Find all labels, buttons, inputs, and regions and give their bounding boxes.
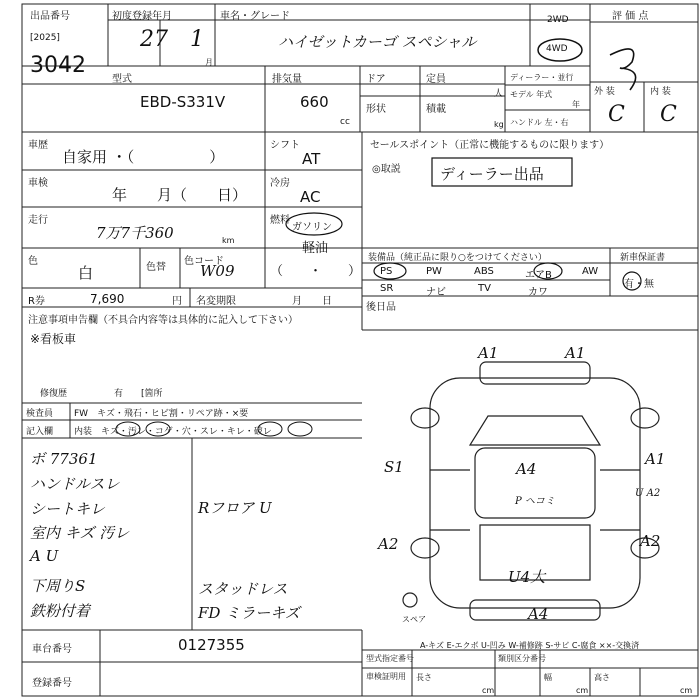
first-reg-label: 初度登録年月 (112, 11, 172, 22)
remark-4: 室内 キズ 汚レ (30, 524, 130, 542)
remark-6: 下周りS (30, 577, 86, 595)
exterior-label: 外 装 (594, 87, 615, 97)
color-code-label: 色コード (184, 256, 224, 267)
warranty-label: 新車保証書 (620, 253, 666, 263)
mark-8: A2 (378, 535, 399, 553)
model-name: ハイゼットカーゴ スペシャル (278, 33, 477, 51)
equip-airbag: エアB (525, 270, 552, 281)
fuel-gasoline: ガソリン (292, 222, 332, 233)
repair-value: 有 [箇所 (114, 389, 163, 399)
model-year-unit: 年 (572, 100, 580, 109)
first-reg-month-unit: 月 (205, 58, 213, 67)
shape-label: 形状 (366, 104, 386, 115)
fuel-diesel: 軽油 (302, 241, 329, 256)
model-code-label: 型式 (112, 74, 132, 85)
model-code: EBD-S331V (140, 93, 226, 111)
mark-10: U4大 (508, 568, 546, 586)
reg-no-label: 登録番号 (32, 678, 72, 689)
recycle-value: 7,690 (90, 292, 125, 306)
equip-ps: PS (380, 266, 393, 277)
mark-5: A1 (645, 450, 666, 468)
repair-label: 修復歴 (40, 389, 68, 399)
ac-label: 冷房 (270, 178, 290, 189)
mark-3: S1 (384, 458, 404, 476)
load-label: 積載 (426, 104, 446, 115)
remark-5: A U (30, 547, 59, 565)
remark-7: 鉄粉付着 (30, 602, 91, 620)
chassis-value: 0127355 (178, 636, 245, 654)
spare-label: スペア (402, 615, 426, 624)
fw-row: FW キズ・飛石・ヒビ割・リペア跡・×要 (74, 409, 249, 419)
color-change-label: 色替 (146, 262, 166, 273)
displacement-unit: cc (340, 117, 350, 127)
fuel-label: 燃料 (270, 215, 290, 226)
mileage-label: 走行 (28, 215, 48, 226)
inspection-label: 車検 (28, 178, 48, 189)
mark-6: U A2 (635, 488, 661, 499)
recycle-unit: 円 (172, 296, 182, 307)
car-cert-label: 車検証明用 (366, 672, 406, 681)
displacement: 660 (300, 93, 329, 111)
model-year-label: モデル 年式 (510, 90, 553, 99)
interior-label: 内 装 (650, 87, 671, 97)
width-unit: cm (576, 686, 589, 695)
mark-11: A4 (528, 605, 549, 623)
mark-2: A1 (565, 344, 586, 362)
mileage-unit: km (222, 236, 235, 245)
height-label: 高さ (594, 673, 610, 682)
length-label: 長さ (416, 673, 432, 682)
equip-leather: カワ (528, 287, 548, 298)
remark-right-1: Rフロア U (198, 499, 272, 517)
fuel-other: （ ・ ） (270, 264, 362, 279)
inspection-value: 年 月（ 日） (112, 186, 248, 204)
equipment-label: 装備品（純正品に限り○をつけてください） (368, 253, 547, 263)
remark-right-3: FD ミラーキズ (198, 604, 300, 622)
height-unit: cm (680, 686, 693, 695)
lot-no-label: 出品番号 (30, 11, 70, 22)
sales-point-label: セールスポイント（正常に機能するものに限ります） (370, 140, 610, 151)
equip-tv: TV (478, 283, 491, 294)
attachment-label: 後日品 (366, 302, 396, 313)
mark-9: A2 (640, 532, 661, 550)
equip-sr: SR (380, 283, 394, 294)
load-unit: kg (494, 120, 504, 129)
equip-pw: PW (426, 266, 442, 277)
length-unit: cm (482, 686, 495, 695)
color-value: 白 (78, 264, 94, 282)
notes-value: ※看板車 (30, 332, 77, 346)
shift-value: AT (302, 150, 321, 168)
name-change-label: 名変期限 (196, 296, 236, 307)
class-label: 類別区分番号 (498, 654, 546, 663)
ac-value: AC (300, 188, 321, 206)
lot-no: 3042 (30, 53, 86, 78)
notes-label: 注意事項申告欄（不具合内容等は具体的に記入して下さい） (28, 315, 298, 326)
equip-aw: AW (582, 266, 599, 277)
capacity-unit: 人 (494, 89, 504, 99)
history-label: 車歴 (28, 140, 48, 151)
history-value: 自家用 ・（ ） (62, 148, 225, 166)
capacity-label: 定員 (426, 74, 446, 85)
name-change-value: 月 日 (292, 296, 332, 307)
dealer-label: ディーラー・並行 (510, 73, 574, 82)
drive-4wd: 4WD (546, 44, 568, 54)
mark-7: P ヘコミ (515, 496, 555, 507)
color-label: 色 (28, 256, 38, 267)
handle-label: ハンドル 左・右 (510, 118, 569, 127)
exterior-value: C (608, 102, 625, 127)
lot-no-sub: [2025] (30, 33, 60, 43)
equip-navi: ナビ (426, 287, 446, 298)
score-label: 評 価 点 (612, 11, 649, 22)
mark-1: A1 (478, 344, 499, 362)
damage-legend: A-キズ E-エクボ U-凹み W-補修跡 S-サビ C-腐食 ××-交換済 (420, 641, 640, 650)
first-reg-month: 1 (190, 27, 204, 52)
remark-1: ボ 77361 (30, 450, 98, 468)
equip-abs: ABS (474, 266, 494, 277)
model-cert-label: 型式指定番号 (366, 654, 414, 663)
manual-label: ◎取説 (372, 164, 401, 175)
interior-row: 内装 キズ・汚レ・コゲ・穴・スレ・キレ・破レ (74, 427, 272, 437)
recycle-label: R券 (28, 296, 45, 307)
dealer-stamp: ディーラー出品 (440, 165, 544, 183)
record-label: 記入欄 (26, 427, 54, 437)
mileage-value: 7万7千360 (96, 224, 174, 242)
displacement-label: 排気量 (272, 74, 302, 85)
inspector-label: 検査員 (26, 409, 54, 419)
drive-2wd: 2WD (547, 15, 569, 25)
color-code: W09 (200, 262, 235, 280)
mark-4: A4 (516, 460, 537, 478)
remark-3: シートキレ (30, 500, 105, 518)
warranty-value: 有・無 (624, 279, 654, 290)
remark-2: ハンドルスレ (30, 475, 120, 493)
remark-right-2: スタッドレス (198, 580, 288, 598)
first-reg-year: 27 (140, 27, 168, 52)
shift-label: シフト (270, 140, 300, 151)
chassis-label: 車台番号 (32, 644, 72, 655)
doors-label: ドア (366, 74, 386, 85)
model-name-label: 車名・グレード (220, 11, 290, 22)
interior-value: C (660, 102, 677, 127)
width-label: 幅 (544, 673, 552, 682)
